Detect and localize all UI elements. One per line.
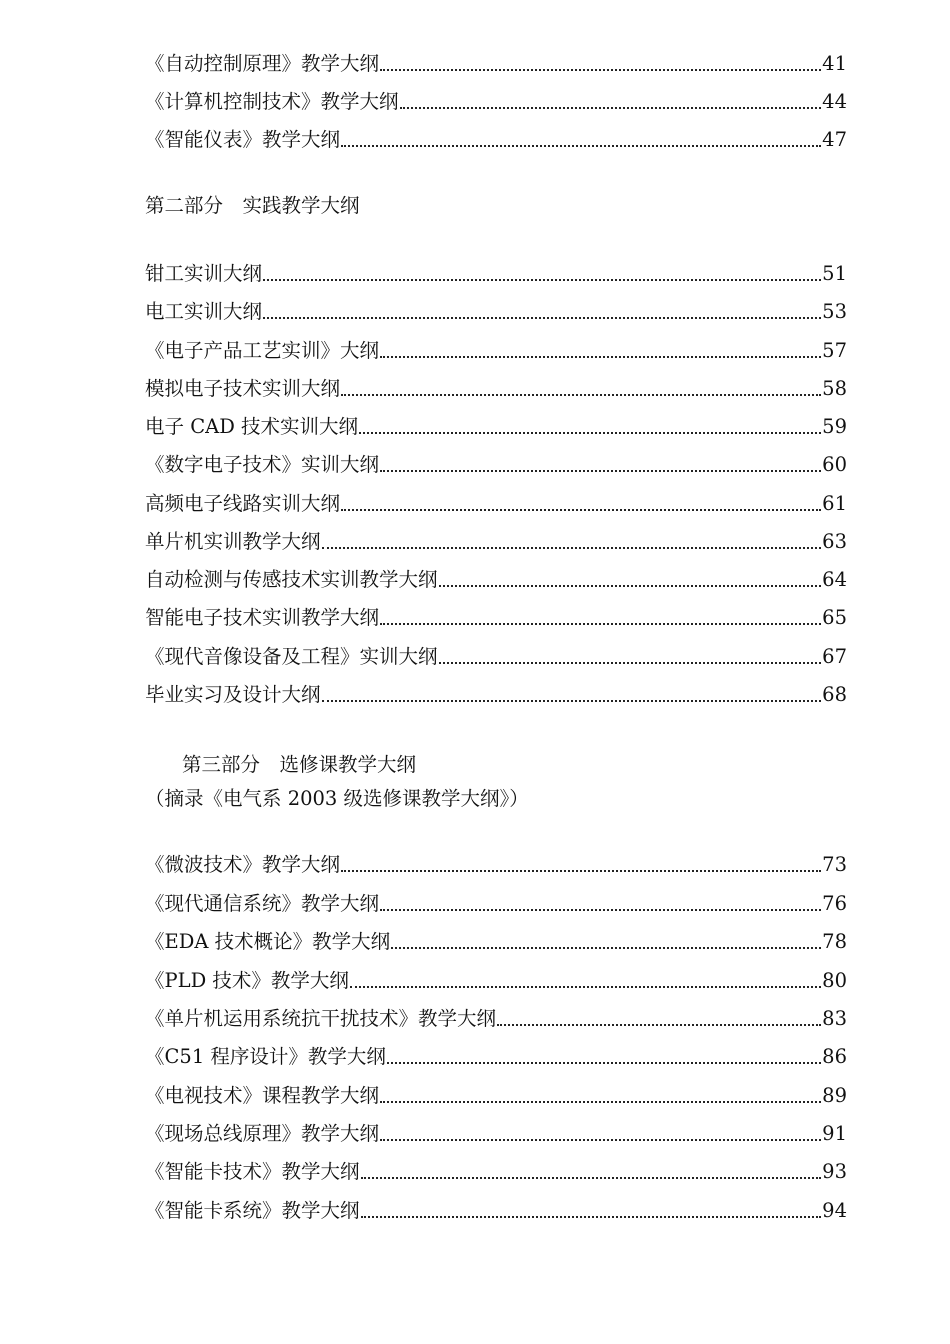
toc-entry[interactable] (145, 926, 847, 956)
toc-entry-title: 《现场总线原理》教学大纲 (145, 1122, 380, 1145)
toc-entry[interactable] (145, 1041, 847, 1071)
toc-entry-page: 51 (822, 262, 847, 285)
toc-entry-title: 电子 CAD 技术实训大纲 (145, 415, 359, 438)
dot-leader (322, 700, 822, 702)
dot-leader (400, 107, 822, 109)
toc-entry-page: 47 (822, 128, 847, 151)
toc-entry-title: 钳工实训大纲 (145, 262, 263, 285)
toc-entry-title: 智能电子技术实训教学大纲 (145, 606, 380, 629)
toc-entry-title: 《智能仪表》教学大纲 (145, 128, 341, 151)
toc-entry-title: 自动检测与传感技术实训教学大纲 (145, 568, 438, 591)
toc-entry-title: 《电视技术》课程教学大纲 (145, 1084, 380, 1107)
toc-entry-title: 《智能卡系统》教学大纲 (145, 1199, 360, 1222)
toc-entry[interactable] (145, 1195, 847, 1225)
part2-heading: 第二部分 实践教学大纲 (145, 194, 360, 217)
toc-entry-page: 65 (822, 606, 847, 629)
dot-leader (341, 394, 821, 396)
toc-entry-page: 94 (822, 1199, 847, 1222)
dot-leader (439, 662, 822, 664)
toc-entry-page: 80 (822, 969, 847, 992)
toc-entry-title: 《数字电子技术》实训大纲 (145, 453, 380, 476)
toc-entry-title: 《单片机运用系统抗干扰技术》教学大纲 (145, 1007, 497, 1030)
dot-leader (350, 986, 821, 988)
toc-entry[interactable] (145, 965, 847, 995)
toc-entry-page: 78 (822, 930, 847, 953)
toc-entry[interactable] (145, 449, 847, 479)
toc-entry-title: 《C51 程序设计》教学大纲 (145, 1045, 386, 1068)
dot-leader (387, 1062, 821, 1064)
toc-entry-title: 单片机实训教学大纲 (145, 530, 321, 553)
dot-leader (359, 432, 821, 434)
toc-entry-page: 93 (822, 1160, 847, 1183)
toc-entry[interactable] (145, 1118, 847, 1148)
toc-entry-title: 《微波技术》教学大纲 (145, 853, 341, 876)
toc-entry[interactable] (145, 679, 847, 709)
toc-entry-page: 61 (822, 492, 847, 515)
toc-entry-title: 《电子产品工艺实训》大纲 (145, 339, 380, 362)
toc-entry-page: 86 (822, 1045, 847, 1068)
toc-entry[interactable] (145, 1156, 847, 1186)
toc-entry[interactable] (145, 526, 847, 556)
part3-subheading: （摘录《电气系 2003 级选修课教学大纲》） (145, 787, 529, 810)
dot-leader (361, 1177, 822, 1179)
toc-entry-title: 模拟电子技术实训大纲 (145, 377, 341, 400)
toc-entry-page: 44 (822, 90, 847, 113)
toc-entry-title: 《EDA 技术概论》教学大纲 (145, 930, 391, 953)
toc-entry[interactable] (145, 258, 847, 288)
toc-entry[interactable] (145, 411, 847, 441)
toc-entry-page: 67 (822, 645, 847, 668)
dot-leader (341, 509, 821, 511)
dot-leader (322, 547, 822, 549)
dot-leader (263, 317, 821, 319)
toc-entry-page: 60 (822, 453, 847, 476)
toc-entry[interactable] (145, 641, 847, 671)
part3-heading: 第三部分 选修课教学大纲 (182, 753, 417, 776)
toc-entry-page: 59 (822, 415, 847, 438)
toc-entry-title: 《智能卡技术》教学大纲 (145, 1160, 360, 1183)
toc-entry[interactable] (145, 488, 847, 518)
toc-entry-title: 《PLD 技术》教学大纲 (145, 969, 349, 992)
dot-leader (391, 947, 821, 949)
dot-leader (380, 470, 821, 472)
toc-entry-page: 58 (822, 377, 847, 400)
toc-entry-title: 《现代音像设备及工程》实训大纲 (145, 645, 438, 668)
toc-entry[interactable] (145, 86, 847, 116)
toc-entry-page: 64 (822, 568, 847, 591)
dot-leader (380, 69, 821, 71)
toc-entry[interactable] (145, 124, 847, 154)
toc-entry-title: 《计算机控制技术》教学大纲 (145, 90, 399, 113)
toc-entry[interactable] (145, 564, 847, 594)
toc-entry[interactable] (145, 48, 847, 78)
toc-entry[interactable] (145, 888, 847, 918)
toc-entry-title: 毕业实习及设计大纲 (145, 683, 321, 706)
toc-entry[interactable] (145, 1003, 847, 1033)
dot-leader (380, 1139, 821, 1141)
toc-entry-page: 63 (822, 530, 847, 553)
toc-entry-page: 76 (822, 892, 847, 915)
toc-entry-title: 电工实训大纲 (145, 300, 263, 323)
toc-entry-page: 57 (822, 339, 847, 362)
toc-entry[interactable] (145, 1080, 847, 1110)
toc-entry-title: 《现代通信系统》教学大纲 (145, 892, 380, 915)
toc-entry-title: 高频电子线路实训大纲 (145, 492, 341, 515)
dot-leader (263, 279, 821, 281)
toc-entry[interactable] (145, 296, 847, 326)
dot-leader (380, 356, 821, 358)
toc-entry-page: 68 (822, 683, 847, 706)
toc-entry[interactable] (145, 373, 847, 403)
dot-leader (341, 870, 821, 872)
dot-leader (439, 585, 822, 587)
dot-leader (380, 1101, 821, 1103)
toc-entry-page: 53 (822, 300, 847, 323)
dot-leader (361, 1216, 822, 1218)
toc-entry[interactable] (145, 335, 847, 365)
toc-entry-title: 《自动控制原理》教学大纲 (145, 52, 380, 75)
dot-leader (497, 1024, 821, 1026)
toc-entry-page: 89 (822, 1084, 847, 1107)
dot-leader (380, 623, 821, 625)
toc-entry-page: 73 (822, 853, 847, 876)
toc-entry-page: 91 (822, 1122, 847, 1145)
toc-entry-page: 83 (822, 1007, 847, 1030)
dot-leader (380, 909, 821, 911)
toc-entry[interactable] (145, 602, 847, 632)
toc-entry-page: 41 (822, 52, 847, 75)
dot-leader (341, 145, 821, 147)
toc-entry[interactable] (145, 849, 847, 879)
